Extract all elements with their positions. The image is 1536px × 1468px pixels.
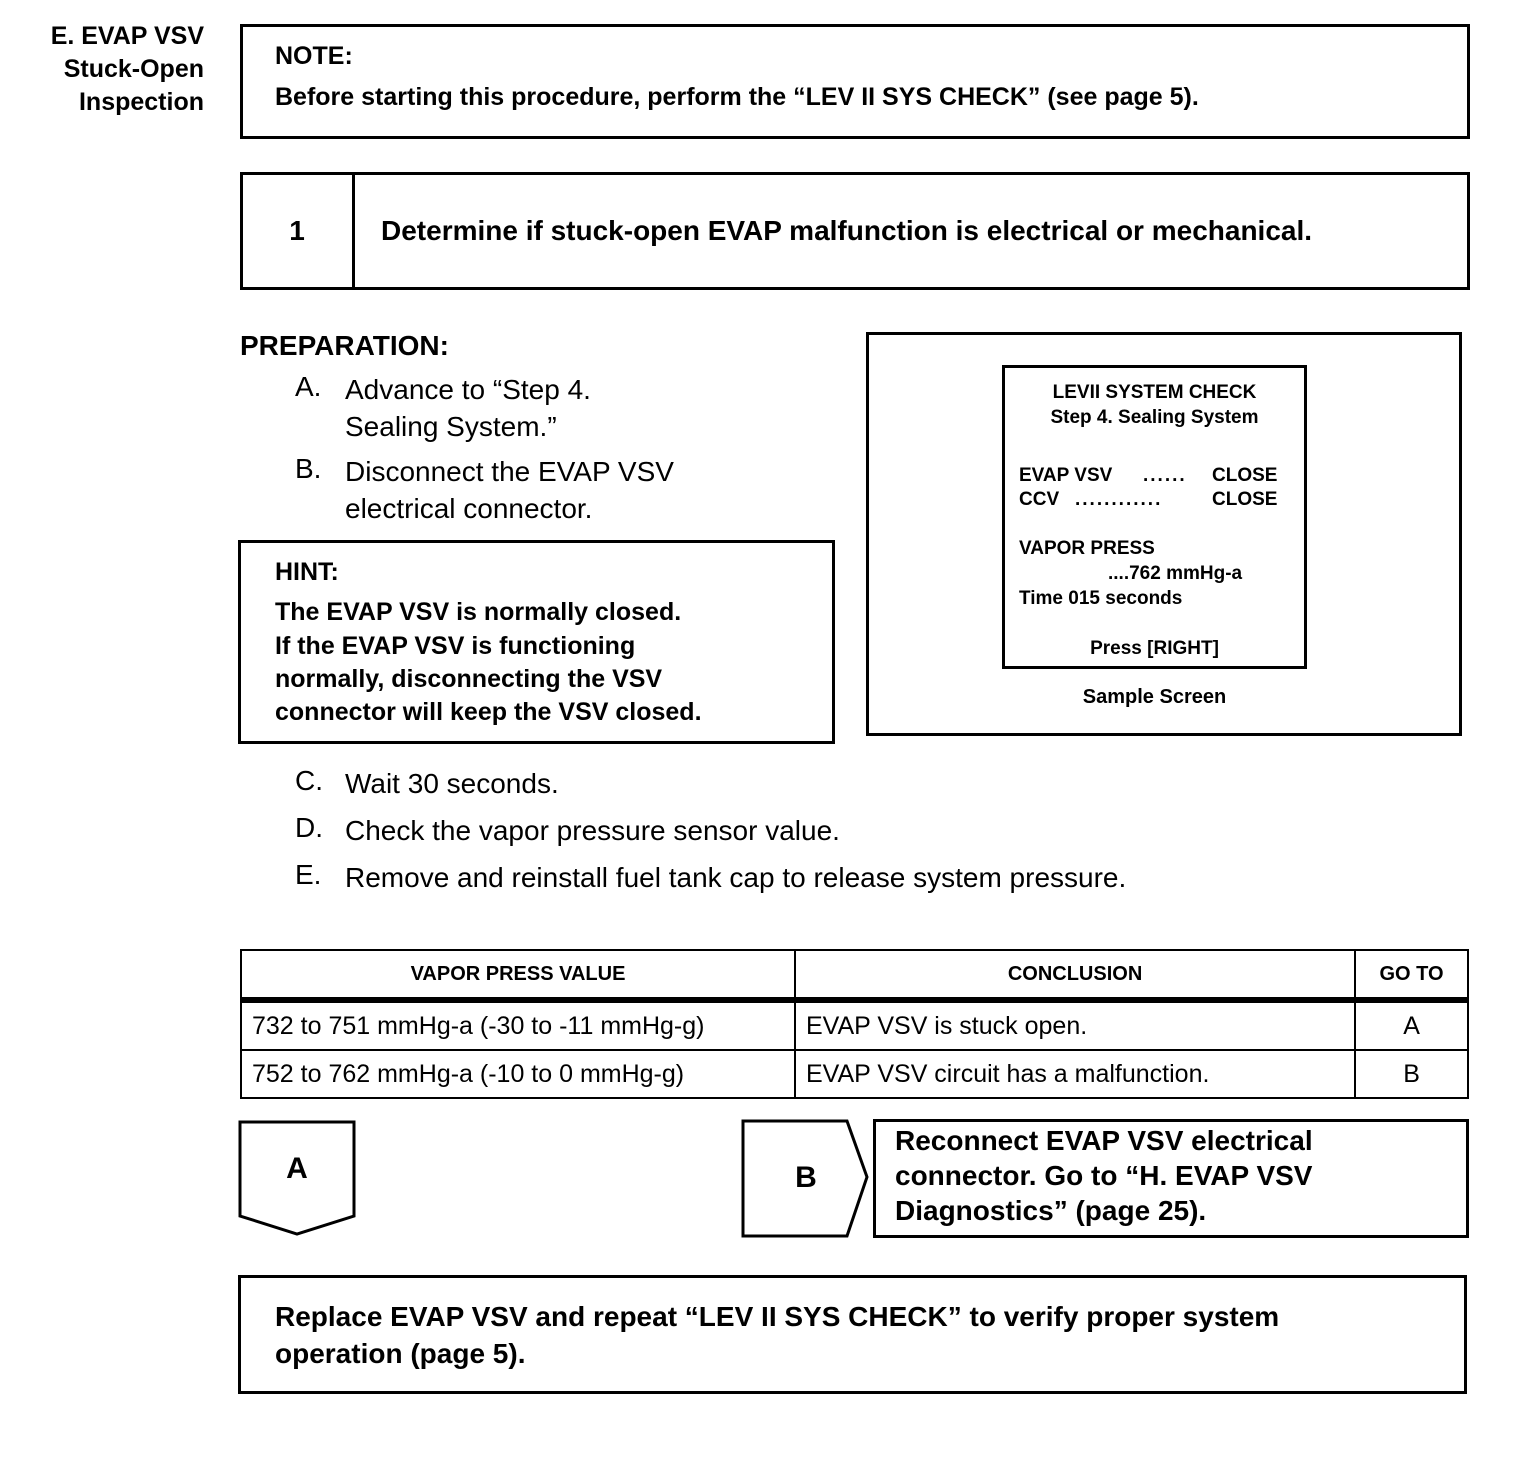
sample-screen-subtitle: Step 4. Sealing System [1050, 407, 1259, 428]
prep-item-letter: D. [295, 812, 323, 843]
sample-screen-caption: Sample Screen [1082, 686, 1227, 708]
cell-go-to: B [1355, 1050, 1468, 1098]
column-header-conclusion: CONCLUSION [795, 950, 1355, 1000]
final-action-line: Replace EVAP VSV and repeat “LEV II SYS CHECK” to verify proper system [275, 1301, 1280, 1332]
note-box [240, 24, 1470, 139]
prep-item-line: Sealing System.” [345, 411, 557, 442]
evap-vsv-label: EVAP VSV [1019, 465, 1113, 486]
branch-b-action-line: connector. Go to “H. EVAP VSV [895, 1160, 1313, 1191]
prep-item-line: Check the vapor pressure sensor value. [345, 815, 840, 846]
vapor-press-result-table [240, 949, 1469, 1099]
note-label: NOTE: [275, 42, 353, 70]
vapor-press-value: ....762 mmHg-a [1108, 563, 1243, 584]
hint-line: connector will keep the VSV closed. [275, 698, 702, 726]
branch-b-label: B [795, 1161, 817, 1194]
branch-b-action-line: Reconnect EVAP VSV electrical [895, 1125, 1313, 1156]
table-row [241, 1050, 1468, 1098]
cell-go-to: A [1355, 1000, 1468, 1050]
prep-item-line: electrical connector. [345, 493, 593, 524]
ccv-value: CLOSE [1212, 489, 1278, 510]
prep-item-text [345, 765, 559, 802]
ccv-leader-dots: ............ [1075, 489, 1163, 510]
step-title: Determine if stuck-open EVAP malfunction is electrical or mechanical. [381, 215, 1313, 246]
prep-item-letter: C. [295, 765, 323, 796]
branch-a-label: A [286, 1152, 308, 1185]
section-heading-line: Inspection [78, 88, 204, 116]
press-right-prompt: Press [RIGHT] [1090, 638, 1219, 659]
section-heading [0, 20, 204, 119]
sample-screen-title: LEVII SYSTEM CHECK [1052, 382, 1257, 403]
column-header-go-to: GO TO [1355, 950, 1468, 1000]
preparation-heading: PREPARATION: [240, 330, 449, 361]
hint-line: The EVAP VSV is normally closed. [275, 598, 682, 626]
cell-conclusion: EVAP VSV circuit has a malfunction. [795, 1050, 1355, 1098]
prep-item-text [345, 453, 674, 527]
time-readout: Time 015 seconds [1019, 588, 1183, 609]
step-number: 1 [289, 215, 305, 246]
table-row [241, 1000, 1468, 1050]
prep-item-text [345, 859, 1126, 896]
hint-label: HINT: [275, 558, 339, 586]
note-text: Before starting this procedure, perform the “LEV II SYS CHECK” (see page 5). [275, 83, 1199, 111]
ccv-label: CCV [1019, 489, 1060, 510]
evap-vsv-value: CLOSE [1212, 465, 1278, 486]
hint-line: normally, disconnecting the VSV [275, 665, 663, 693]
prep-item-text [345, 812, 840, 849]
cell-vapor-press: 752 to 762 mmHg-a (-10 to 0 mmHg-g) [241, 1050, 795, 1098]
branch-b-action-line: Diagnostics” (page 25). [895, 1195, 1207, 1226]
prep-item-letter: A. [295, 371, 322, 402]
table-header-row [241, 950, 1468, 1000]
section-heading-line: Stuck-Open [63, 55, 204, 83]
final-action-box [238, 1275, 1467, 1394]
section-heading-line: E. EVAP VSV [50, 22, 204, 50]
prep-item-line: Wait 30 seconds. [345, 768, 559, 799]
prep-item-line: Disconnect the EVAP VSV [345, 456, 674, 487]
prep-item-line: Advance to “Step 4. [345, 374, 591, 405]
cell-vapor-press: 732 to 751 mmHg-a (-30 to -11 mmHg-g) [241, 1000, 795, 1050]
cell-conclusion: EVAP VSV is stuck open. [795, 1000, 1355, 1050]
prep-item-letter: B. [295, 453, 322, 484]
column-header-vapor-press: VAPOR PRESS VALUE [241, 950, 795, 1000]
hint-line: If the EVAP VSV is functioning [275, 632, 636, 660]
prep-item-line: Remove and reinstall fuel tank cap to release system pressure. [345, 862, 1127, 893]
evap-vsv-leader-dots: ...... [1143, 465, 1187, 486]
vapor-press-label: VAPOR PRESS [1019, 538, 1155, 559]
prep-item-letter: E. [295, 859, 322, 890]
prep-item-text [345, 371, 591, 445]
final-action-line: operation (page 5). [275, 1338, 526, 1369]
